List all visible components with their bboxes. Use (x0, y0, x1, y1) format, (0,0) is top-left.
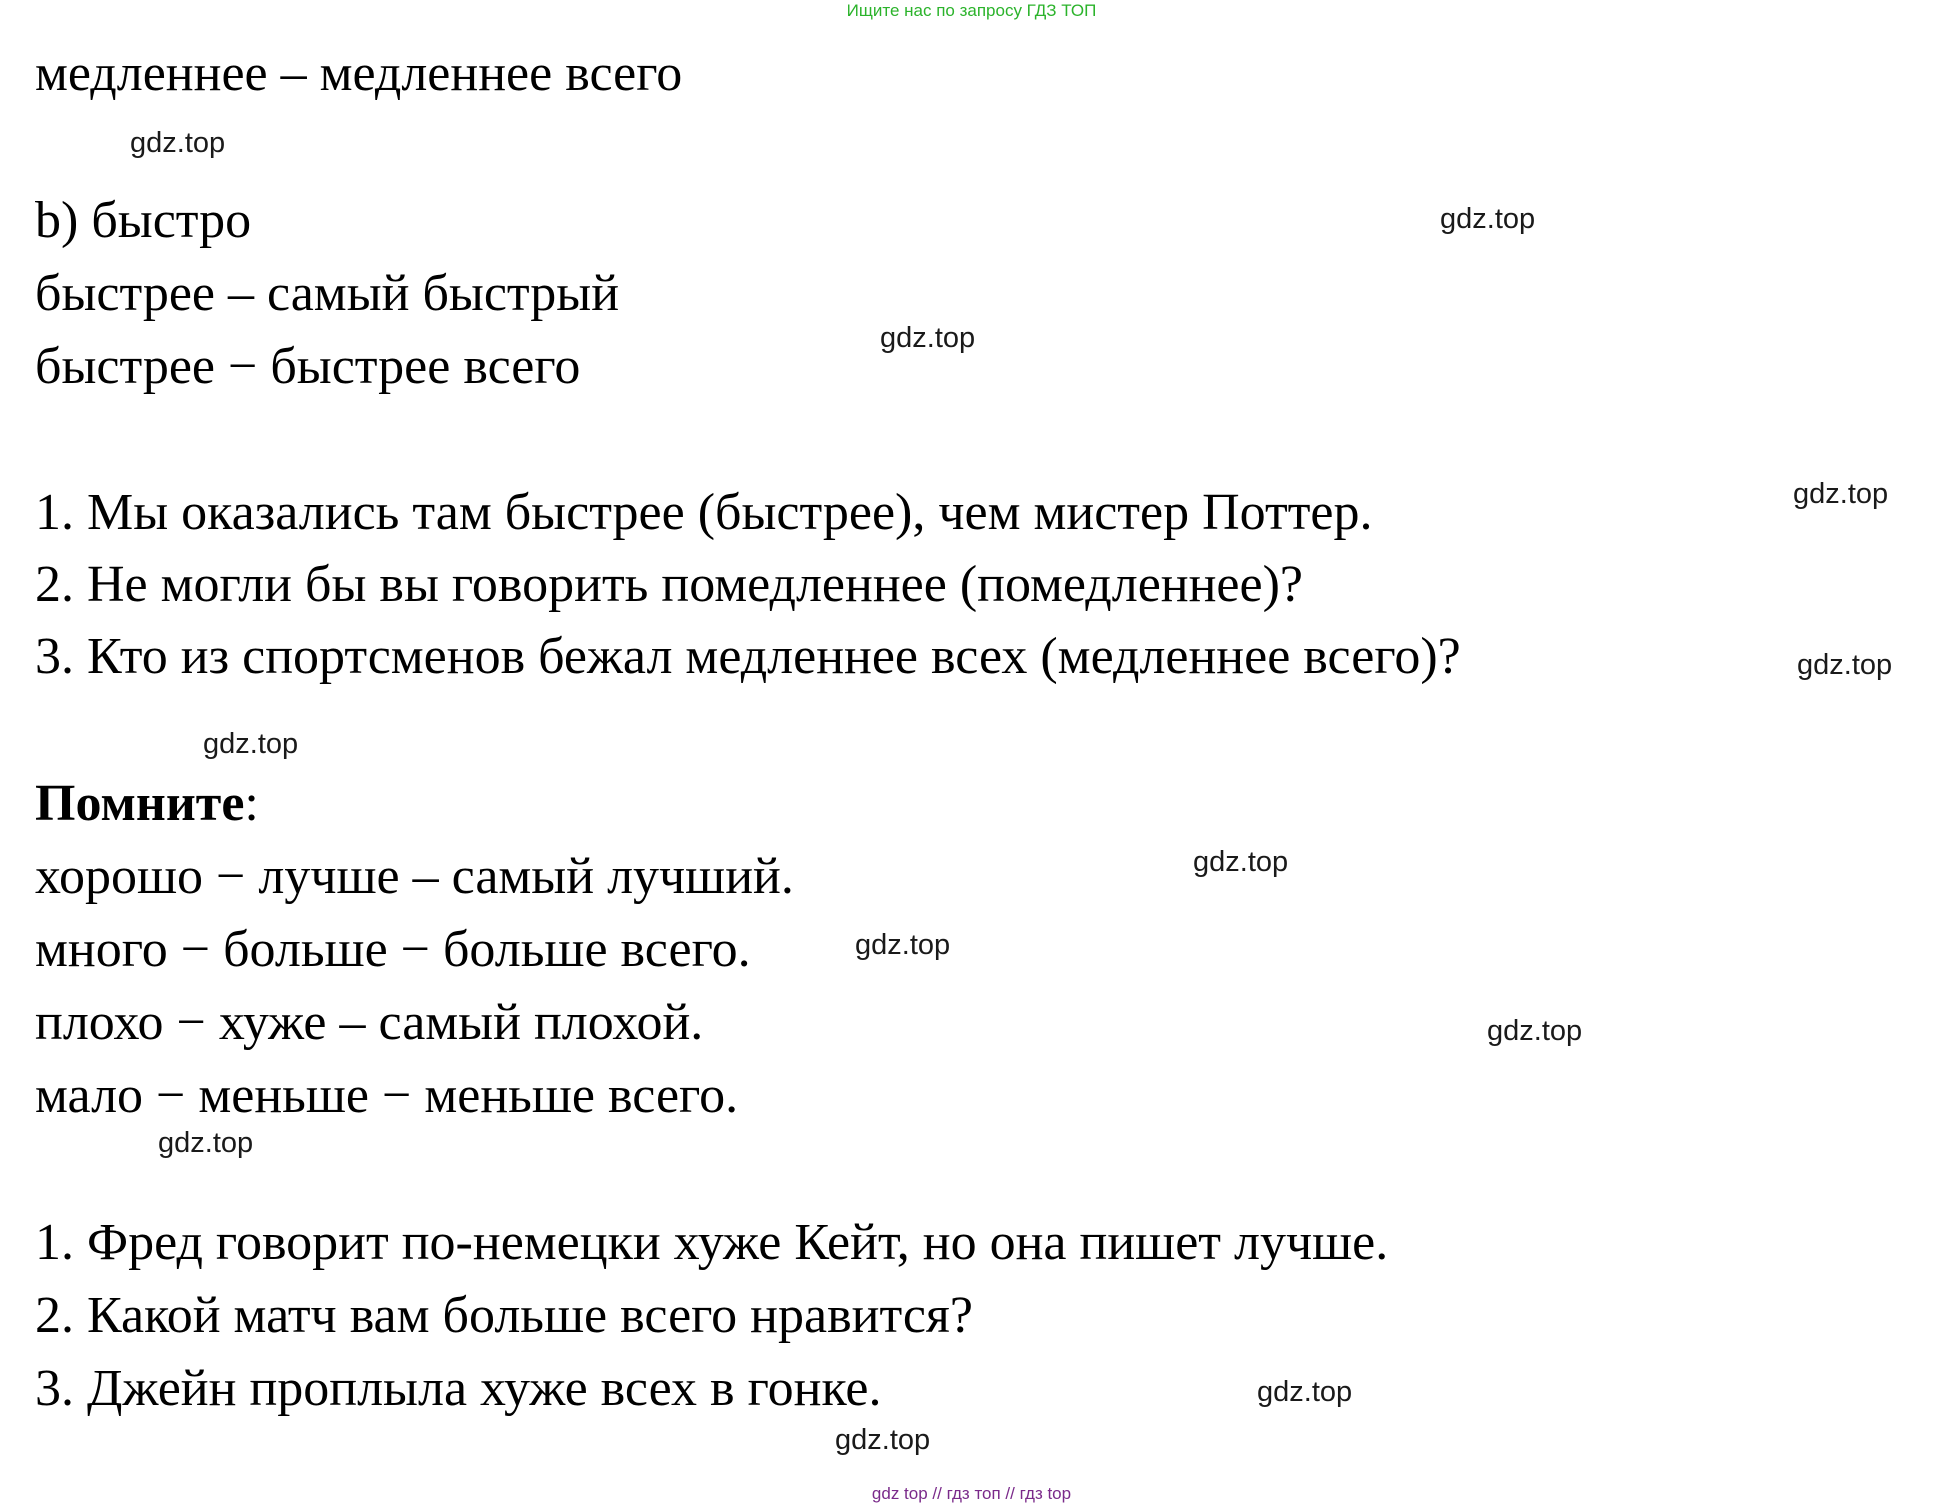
watermark: gdz.top (855, 929, 951, 961)
text-line-11: плохо − хуже – самый плохой. (35, 994, 704, 1051)
text-line-9: хорошо − лучше – самый лучший. (35, 848, 794, 905)
watermark: gdz.top (835, 1424, 931, 1456)
watermark: gdz.top (1440, 203, 1536, 235)
text-line-15: 3. Джейн проплыла хуже всех в гонке. (35, 1360, 882, 1417)
remember-heading (35, 774, 259, 834)
text-line-13: 1. Фред говорит по-немецки хуже Кейт, но она пишет лучше. (35, 1214, 1389, 1271)
text-line-5: 1. Мы оказались там быстрее (быстрее), чем мистер Поттер. (35, 484, 1373, 541)
text-line-12: мало − меньше − меньше всего. (35, 1067, 739, 1124)
watermark: gdz.top (1193, 846, 1289, 878)
text-line-3: быстрее – самый быстрый (35, 265, 620, 322)
footer-links: gdz top // гдз топ // гдз top (871, 1484, 1072, 1503)
watermark: gdz.top (1487, 1015, 1583, 1047)
watermark: gdz.top (1797, 649, 1893, 681)
text-line-10: много − больше − больше всего. (35, 921, 751, 978)
text-line-6: 2. Не могли бы вы говорить помедленнее (помедленнее)? (35, 556, 1303, 613)
text-line-2: b) быстро (35, 192, 252, 249)
text-line-14: 2. Какой матч вам больше всего нравится? (35, 1287, 973, 1344)
text-line-1: медленнее – медленнее всего (35, 45, 683, 102)
text-line-4: быстрее − быстрее всего (35, 338, 581, 395)
watermark: gdz.top (1793, 478, 1889, 510)
remember-heading-bold: Помните (35, 775, 245, 832)
top-banner: Ищите нас по запросу ГДЗ ТОП (846, 1, 1097, 20)
watermark: gdz.top (158, 1127, 254, 1159)
watermark: gdz.top (203, 728, 299, 760)
watermark: gdz.top (130, 127, 226, 159)
watermark: gdz.top (1257, 1376, 1353, 1408)
watermark: gdz.top (880, 322, 976, 354)
remember-heading-colon: : (244, 775, 259, 832)
text-line-7: 3. Кто из спортсменов бежал медленнее всех (медленнее всего)? (35, 628, 1461, 685)
